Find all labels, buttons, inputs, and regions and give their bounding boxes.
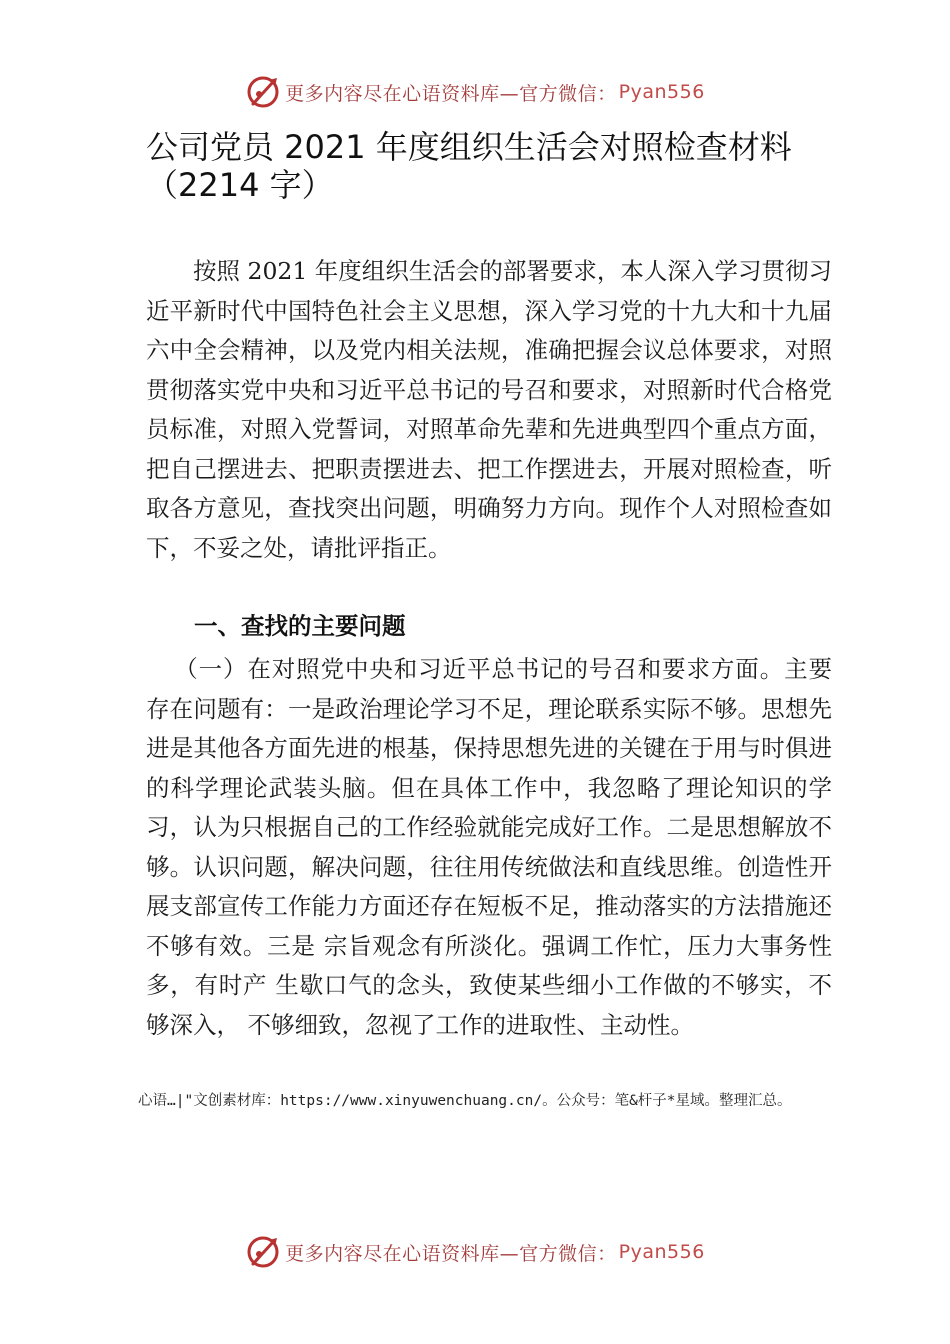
subsection-paragraph-1: （一）在对照党中央和习近平总书记的号召和要求方面。主要存在问题有：一是政治理论学习不足，理论联系实际不够。思想先进是其他各方面先进的根基，保持思想先进的关键在于用与时俱进的科学理论武装头脑。但在具体工作中，我忽略了理论知识的学习，认为只根据自己的工作经验就能完成好工作。二是思想解放不够。认识问题，解决问题，往往用传统做法和直线思维。创造性开展支部宣传工作能力方面还存在短板不足，推动落实的方法措施还不够有效。三是 宗旨观念有所淡化。强调工作忙，压力大事务性多，有时产 生歇口气的念头，致使某些细小工作做的不够实，不够深入， 不够细致，忽视了工作的进取性、主动性。 [146, 655, 832, 1039]
banner-text: 更多内容尽在心语资料库—官方微信： [285, 82, 617, 105]
banner-wechat-id: Pyan556 [618, 81, 705, 103]
footer-watermark-banner [0, 1232, 950, 1272]
document-title: 公司党员 2021 年度组织生活会对照检查材料（2214 字） [146, 128, 792, 204]
intro-paragraph: 按照 2021 年度组织生活会的部署要求，本人深入学习贯彻习近平新时代中国特色社会主义思想，深入学习党的十九大和十九届六中全会精神，以及党内相关法规，准确把握会议总体要求，对照贯彻落实党中央和习近平总书记的号召和要求，对照新时代合格党员标准，对照入党誓词，对照革命先辈和先进典型四个重点方面，把自己摆进去、把职责摆进去、把工作摆进去，开展对照检查，听取各方意见，查找突出问题，明确努力方向。现作个人对照检查如下，不妥之处，请批评指正。 [146, 257, 832, 562]
pen-logo-icon [245, 74, 281, 110]
section-heading-problems: 一、查找的主要问题 [194, 612, 406, 640]
source-footnote: 心语…|"文创素材库：https://www.xinyuwenchuang.cn/。公众号：笔&杆子*星域。整理汇总。 [138, 1093, 792, 1109]
banner-wechat-id: Pyan556 [618, 1241, 705, 1263]
pen-logo-icon [245, 1234, 281, 1270]
banner-text: 更多内容尽在心语资料库—官方微信： [285, 1242, 617, 1265]
header-watermark-banner [0, 72, 950, 112]
